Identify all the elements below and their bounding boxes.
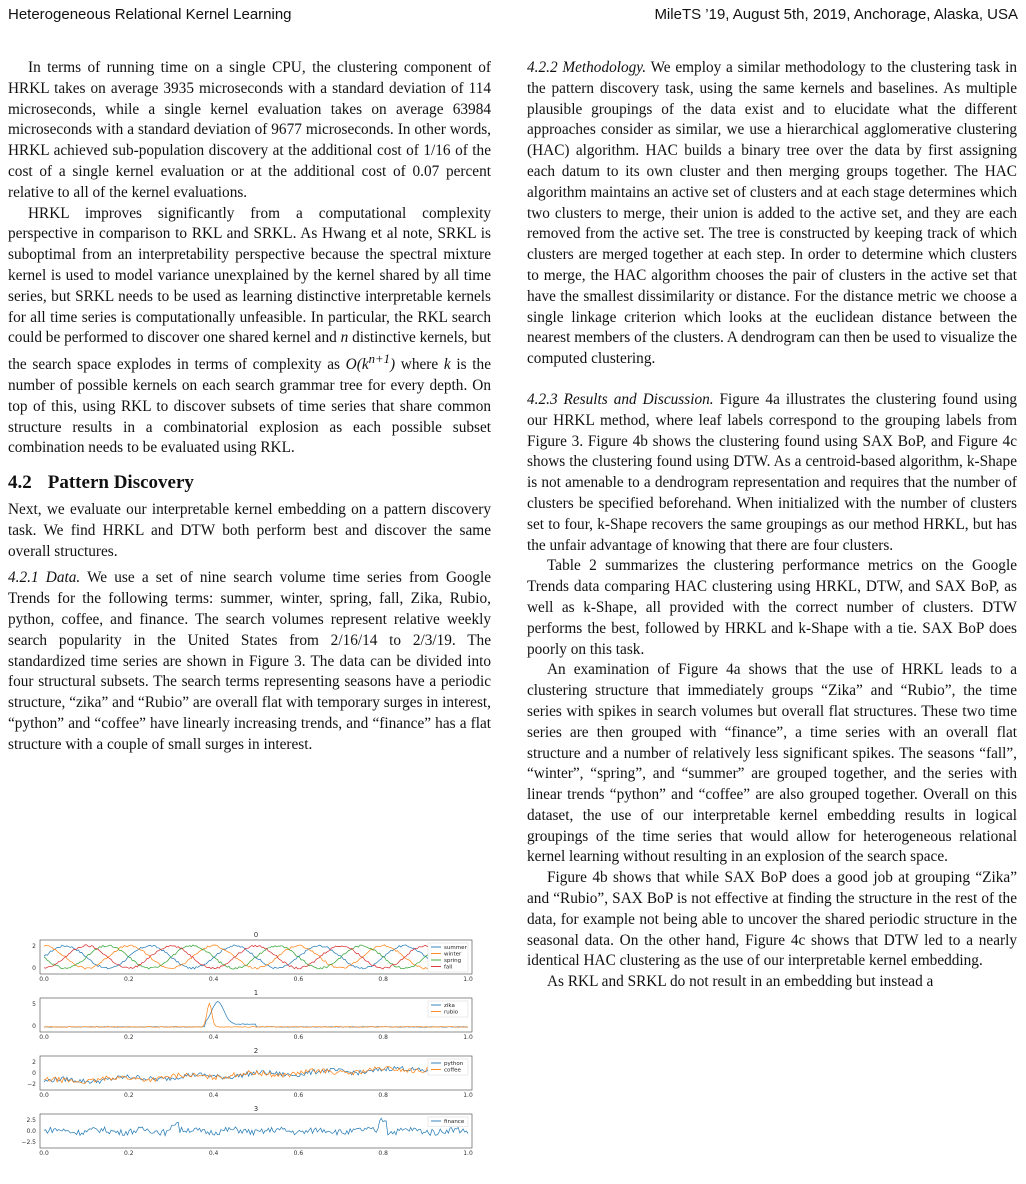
- x-tick-label: 0.6: [293, 1092, 304, 1099]
- y-tick-label: 2: [32, 1059, 36, 1066]
- series-line: [44, 1064, 468, 1083]
- x-tick-label: 0.0: [39, 1034, 49, 1041]
- x-tick-label: 1.0: [463, 976, 473, 983]
- y-tick-label: 2.5: [26, 1117, 36, 1124]
- figure-3-time-series: [8, 928, 488, 1174]
- y-tick-label: 2: [32, 943, 36, 950]
- subsection-label-results: 4.2.3 Results and Discussion.: [527, 390, 714, 408]
- x-tick-label: 0.2: [124, 1092, 134, 1099]
- section-number: 4.2: [8, 472, 32, 494]
- legend-entry: fall: [444, 964, 453, 971]
- x-tick-label: 1.0: [463, 1034, 473, 1041]
- x-tick-label: 0.8: [378, 1034, 388, 1041]
- x-tick-label: 0.0: [39, 1092, 49, 1099]
- x-tick-label: 0.6: [293, 1034, 304, 1041]
- x-tick-label: 0.8: [378, 1150, 388, 1157]
- running-header: [8, 4, 1018, 24]
- left-column: [8, 58, 491, 756]
- x-tick-label: 0.4: [208, 1034, 219, 1041]
- subsection-label-data: 4.2.1 Data.: [8, 569, 81, 587]
- x-tick-label: 1.0: [463, 1150, 473, 1157]
- right-column: [527, 58, 1017, 993]
- panel-title: 0: [253, 931, 259, 939]
- y-tick-label: −2: [27, 1081, 36, 1088]
- paragraph-running-time: In terms of running time on a single CPU, the clustering component of HRKL takes on average 3935 microseconds with a standard deviation of 114 microseconds, while a single kernel evaluation takes on average 63984 microseconds with a standard deviation of 9677 microseconds. In other words, HRKL achieved sub-population discovery at the additional cost of 1/16 of the cost of a single kernel evaluation or at the additional cost of 0.07 percent relative to all of the kernel evaluations.: [8, 59, 491, 201]
- panel-title: 2: [253, 1047, 259, 1055]
- legend-entry: coffee: [444, 1067, 461, 1074]
- x-tick-label: 0.4: [208, 976, 219, 983]
- legend-entry: zika: [444, 1003, 455, 1009]
- y-tick-label: 5: [32, 1001, 36, 1008]
- x-tick-label: 0.6: [293, 976, 304, 983]
- y-tick-label: −2.5: [21, 1139, 36, 1146]
- paragraph-methodology: 4.2.2 Methodology. We employ a similar methodology to the clustering task in the pattern discovery task, using the same kernels and baselines. As multiple plausible groupings of the data exist and to elucidate what the different approaches consider as similar, we use a hierarchical agglomerative clustering (HAC) algorithm. HAC builds a binary tree over the data by first assigning each datum to its own cluster and then merging groups together. The HAC algorithm maintains an active set of clusters and at each stage determines which two clusters to merge, their union is added to the active set, and they are each removed from the active set. The tree is constructed by keeping track of which clusters are merged together at each step. In order to determine which clusters to merge, the HAC algorithm chooses the pair of clusters in the active set that have the smallest dissimilarity or distance. For the distance metric we choose a single linkage criterion which looks at the euclidean distance between the nearest members of the clusters. A dendrogram can then be used to visualize the computed clustering.: [527, 59, 1017, 368]
- panel-frame: [40, 1114, 472, 1148]
- legend-entry: rubio: [444, 1009, 459, 1016]
- section-title: Pattern Discovery: [47, 472, 194, 494]
- legend-entry: winter: [444, 951, 462, 958]
- x-tick-label: 0.4: [208, 1092, 219, 1099]
- x-tick-label: 0.0: [39, 1150, 49, 1157]
- time-series-panels: [8, 928, 488, 1174]
- series-line: [44, 1118, 468, 1135]
- x-tick-label: 0.8: [378, 976, 388, 983]
- header-venue: MileTS ’19, August 5th, 2019, Anchorage, Alaska, USA: [654, 5, 1018, 23]
- x-tick-label: 0.2: [124, 1150, 134, 1157]
- series-line: [44, 1064, 468, 1084]
- panel-title: 1: [253, 989, 259, 997]
- x-tick-label: 0.2: [124, 976, 134, 983]
- header-title: Heterogeneous Relational Kernel Learning: [8, 5, 292, 23]
- y-tick-label: 0: [32, 965, 36, 972]
- y-tick-label: 0: [32, 1070, 36, 1077]
- subsection-label-methodology: 4.2.2 Methodology.: [527, 59, 647, 76]
- panel-title: 3: [253, 1105, 259, 1113]
- paragraph-data: 4.2.1 Data. We use a set of nine search volume time series from Google Trends for the following terms: summer, winter, spring, fall, Zika, Rubio, python, coffee, and finance. The search volumes represent relative weekly search popularity in the United States from 2/16/14 to 2/3/19. The standardized time series are shown in Figure 3. The data can be divided into four structural subsets. The search terms representing seasons have a periodic structure, “zika” and “Rubio” are overall flat with temporary surges in interest, “python” and “coffee” have linearly increasing trends, and “finance” has a flat structure with a couple of small surges in interest.: [8, 569, 491, 753]
- series-line: [44, 1003, 468, 1027]
- x-tick-label: 0.6: [293, 1150, 304, 1157]
- legend-entry: finance: [444, 1119, 465, 1125]
- paragraph-figure4b: Figure 4b shows that while SAX BoP does a good job at grouping “Zika” and “Rubio”, SAX BoP is not effective at finding the structure in the rest of the data, for example not being able to uncover the shared periodic structure in the seasonal data. On the other hand, Figure 4c shows that DTW led to a nearly identical HAC clustering as the use of our interpretable kernel embedding.: [527, 869, 1017, 970]
- legend-entry: spring: [444, 958, 462, 964]
- x-tick-label: 0.2: [124, 1034, 134, 1041]
- y-tick-label: 0.0: [26, 1128, 36, 1135]
- paragraph-pattern-intro: Next, we evaluate our interpretable kernel embedding on a pattern discovery task. We find HRKL and DTW both perform best and discover the same overall structures.: [8, 501, 491, 560]
- paragraph-table-summary: Table 2 summarizes the clustering performance metrics on the Google Trends data comparing HAC clustering using HRKL, DTW, and SAX BoP, as well as k-Shape, all provided with the correct number of clusters. DTW performs the best, followed by HRKL and k-Shape with a tie. SAX BoP does poorly on this task.: [527, 557, 1017, 658]
- x-tick-label: 1.0: [463, 1092, 473, 1099]
- x-tick-label: 0.0: [39, 976, 49, 983]
- series-line: [44, 1002, 468, 1028]
- paragraph-complexity: HRKL improves significantly from a computational complexity perspective in comparison to RKL and SRKL. As Hwang et al note, SRKL is suboptimal from an interpretability perspective because the spectral mixture kernel is used to model variance unexplained by the kernel shared by all time series, but SRKL needs to be used as learning distinctive interpretable kernels for all time series is computationally unfeasible. In particular, the RKL search could be performed to discover one shared kernel and n distinctive kernels, but the search space explodes in terms of complexity as $O(k^{n+1})$ where k is the number of possible kernels on each search grammar tree for every depth. On top of this, using RKL to discover subsets of time series that share common structure results in a combinatorial explosion as each possible subset combination needs to be evaluated using RKL.: [8, 204, 491, 457]
- y-tick-label: 0: [32, 1023, 36, 1030]
- section-heading-pattern-discovery: [8, 473, 491, 494]
- legend-entry: summer: [444, 945, 467, 951]
- paragraph-rkl-srkl: As RKL and SRKL do not result in an embedding but instead a: [547, 973, 934, 991]
- paragraph-results: 4.2.3 Results and Discussion. Figure 4a illustrates the clustering found using our HRKL method, where leaf labels correspond to the grouping labels from Figure 3. Figure 4b shows the clustering found using SAX BoP, and Figure 4c shows the clustering found using DTW. As a centroid-based algorithm, k-Shape is not amenable to a dendrogram representation and requires that the number of clusters be specified beforehand. When initialized with the number of clusters set to four, k-Shape recovers the same groupings as our method HRKL, but has the unfair advantage of knowing that there are four clusters.: [527, 390, 1017, 554]
- legend-entry: python: [444, 1061, 464, 1067]
- paragraph-figure4a: An examination of Figure 4a shows that the use of HRKL leads to a clustering structure that immediately groups “Zika” and “Rubio”, the time series with spikes in search volumes but overall flat structures. These two time series are then grouped with “finance”, a time series with an overall flat structure and a number of relatively less significant spikes. The seasons “fall”, “winter”, “spring”, and “summer” are grouped together, and the series with linear trends “python” and “coffee” are also grouped together. Overall on this dataset, the use of our interpretable kernel embedding results in logical groupings of the time series that would allow for heterogeneous relational kernel learning without resulting in an explosion of the search space.: [527, 661, 1017, 866]
- x-tick-label: 0.8: [378, 1092, 388, 1099]
- x-tick-label: 0.4: [208, 1150, 219, 1157]
